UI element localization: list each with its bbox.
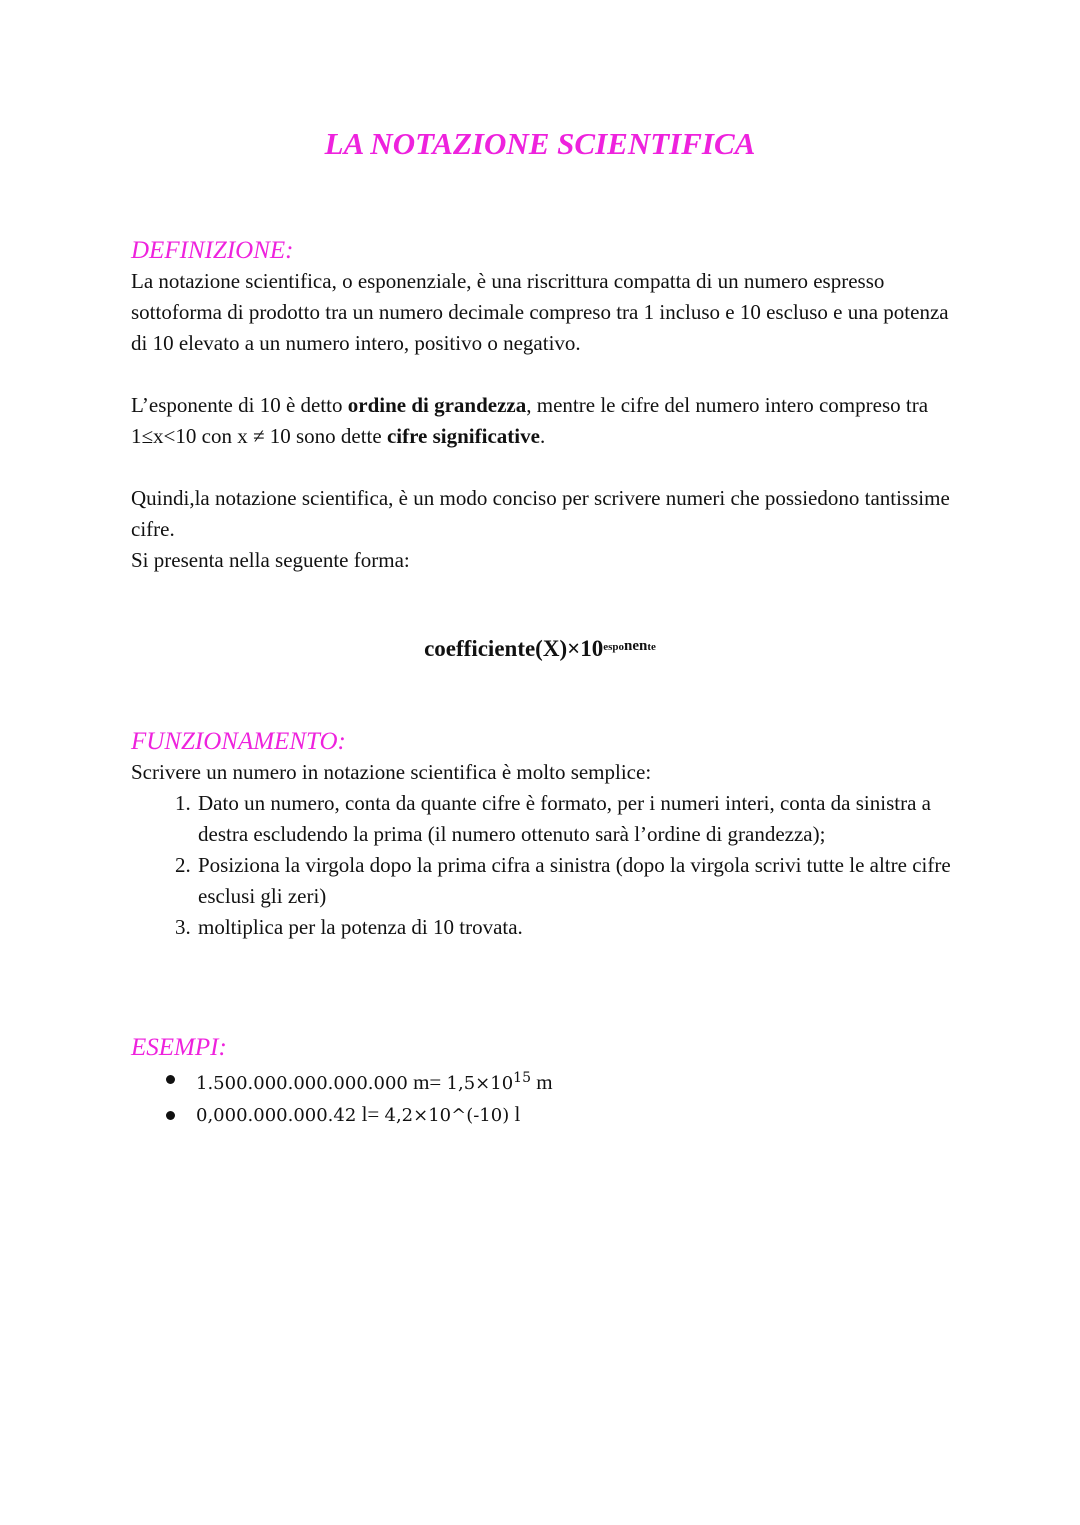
- bullet-icon: [166, 1075, 175, 1084]
- funzionamento-intro: Scrivere un numero in notazione scientifica è molto semplice:: [131, 760, 652, 784]
- steps-list: [131, 788, 961, 943]
- ordine-grandezza-paragraph: [131, 390, 961, 452]
- funzionamento-heading: FUNZIONAMENTO:: [131, 728, 346, 755]
- esempi-heading: ESEMPI:: [131, 1034, 227, 1061]
- example-result: 1,5×10: [446, 1073, 514, 1094]
- ordine-grandezza-term: ordine di grandezza: [347, 393, 527, 417]
- esempi-section: [131, 1032, 961, 1131]
- quindi-paragraph: Quindi,la notazione scientifica, è un modo conciso per scrivere numeri che possiedono tantissime cifre.: [131, 486, 950, 541]
- list-item: 2. Posiziona la virgola dopo la prima cifra a sinistra (dopo la virgola scrivi tutte le altre cifre esclusi gli zeri): [196, 850, 961, 912]
- example-unit: l: [509, 1102, 521, 1126]
- example-unit: m: [530, 1070, 553, 1094]
- formula-base: coefficiente(X)×10: [424, 636, 604, 661]
- example-number: 1.500.000.000.000.000: [196, 1073, 408, 1094]
- list-item: [196, 1063, 961, 1099]
- definizione-paragraph: La notazione scientifica, o esponenziale, è una riscrittura compatta di un numero espresso sottoforma di prodotto tra un numero decimale compreso tra 1 incluso e 10 escluso e una potenza di 10 elevato a un numero intero, positivo o negativo.: [131, 269, 949, 355]
- bullet-icon: [166, 1111, 175, 1120]
- para2-text-a: L’esponente di 10 è detto: [131, 393, 348, 417]
- example-unit-eq: m=: [407, 1070, 447, 1094]
- formula-exp-b: ne: [624, 638, 640, 654]
- cifre-significative-term: cifre significative: [386, 424, 540, 448]
- definizione-heading: DEFINIZIONE:: [131, 237, 294, 264]
- example-unit-eq: l=: [356, 1102, 385, 1126]
- list-item: 1. Dato un numero, conta da quante cifre è formato, per i numeri interi, conta da sinistra a destra escludendo la prima (il numero ottenuto sarà l’ordine di grandezza);: [196, 788, 961, 850]
- formula-exp-a: espo: [603, 641, 625, 653]
- formula-exp-c: n: [639, 638, 648, 654]
- forma-intro: Si presenta nella seguente forma:: [131, 548, 410, 572]
- list-item: 3. moltiplica per la potenza di 10 trovata.: [196, 912, 961, 943]
- para2-text-c: .: [539, 424, 546, 448]
- page-title: LA NOTAZIONE SCIENTIFICA: [324, 126, 756, 161]
- list-item: [196, 1099, 961, 1131]
- formula-block: [0, 636, 1080, 662]
- funzionamento-section: [131, 726, 961, 943]
- examples-list: [131, 1063, 961, 1131]
- formula-exp-d: te: [647, 641, 656, 653]
- formula: [424, 636, 656, 661]
- example-number: 0,000.000.000.42: [196, 1105, 357, 1126]
- definizione-section: [131, 235, 961, 576]
- example-exponent: 15: [513, 1070, 531, 1086]
- example-result: 4,2×10^(-10): [384, 1105, 510, 1126]
- para2-text-b: , mentre le cifre del numero intero compreso tra 1≤x<10 con x ≠ 10 sono dette: [131, 393, 929, 448]
